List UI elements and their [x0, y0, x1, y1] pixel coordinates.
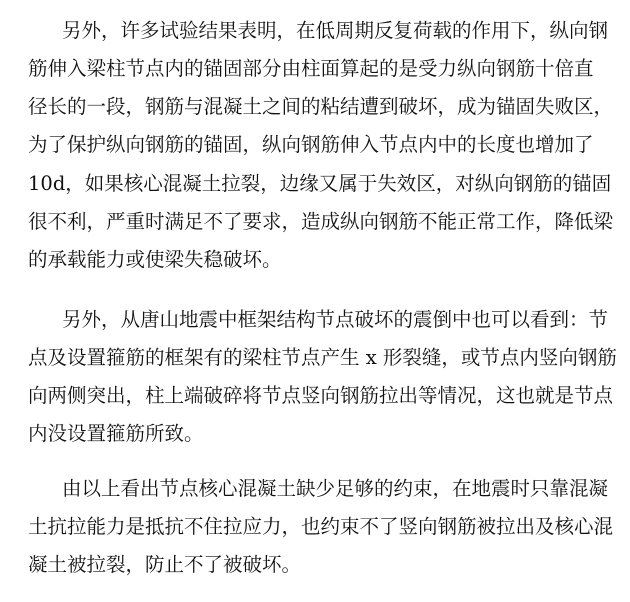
text-line: 另外，许多试验结果表明，在低周期反复荷载的作用下，纵向钢: [62, 19, 609, 42]
text-line: 径长的一段，钢筋与混凝土之间的粘结遭到破坏，成为锚固失败区，: [28, 95, 614, 118]
text-line: 向两侧突出，柱上端破碎将节点竖向钢筋拉出等情况，这也就是节点: [28, 384, 614, 407]
text-line: 10d，如果核心混凝土拉裂，边缘又属于失效区，对纵向钢筋的锚固: [28, 172, 612, 195]
text-line: 为了保护纵向钢筋的锚固，纵向钢筋伸入节点内中的长度也增加了: [28, 133, 594, 156]
text-line: 另外，从唐山地震中框架结构节点破坏的震倒中也可以看到：节: [62, 308, 609, 331]
text-line: 很不利，严重时满足不了要求，造成纵向钢筋不能正常工作，降低梁: [28, 210, 614, 233]
text-line: 的承载能力或使梁失稳破坏。: [28, 248, 282, 271]
text-line: 凝土被拉裂，防止不了被破坏。: [28, 553, 302, 576]
text-line: 筋伸入梁柱节点内的锚固部分由柱面算起的是受力纵向钢筋十倍直: [28, 57, 594, 80]
text-line: 点及设置箍筋的框架有的梁柱节点产生 x 形裂缝，或节点内竖向钢筋: [28, 346, 617, 369]
text-line: 土抗拉能力是抵抗不住拉应力，也约束不了竖向钢筋被拉出及核心混: [28, 515, 614, 538]
text-line: 内没设置箍筋所致。: [28, 422, 204, 445]
text-line: 由以上看出节点核心混凝土缺少足够的约束，在地震时只靠混凝: [62, 477, 609, 500]
